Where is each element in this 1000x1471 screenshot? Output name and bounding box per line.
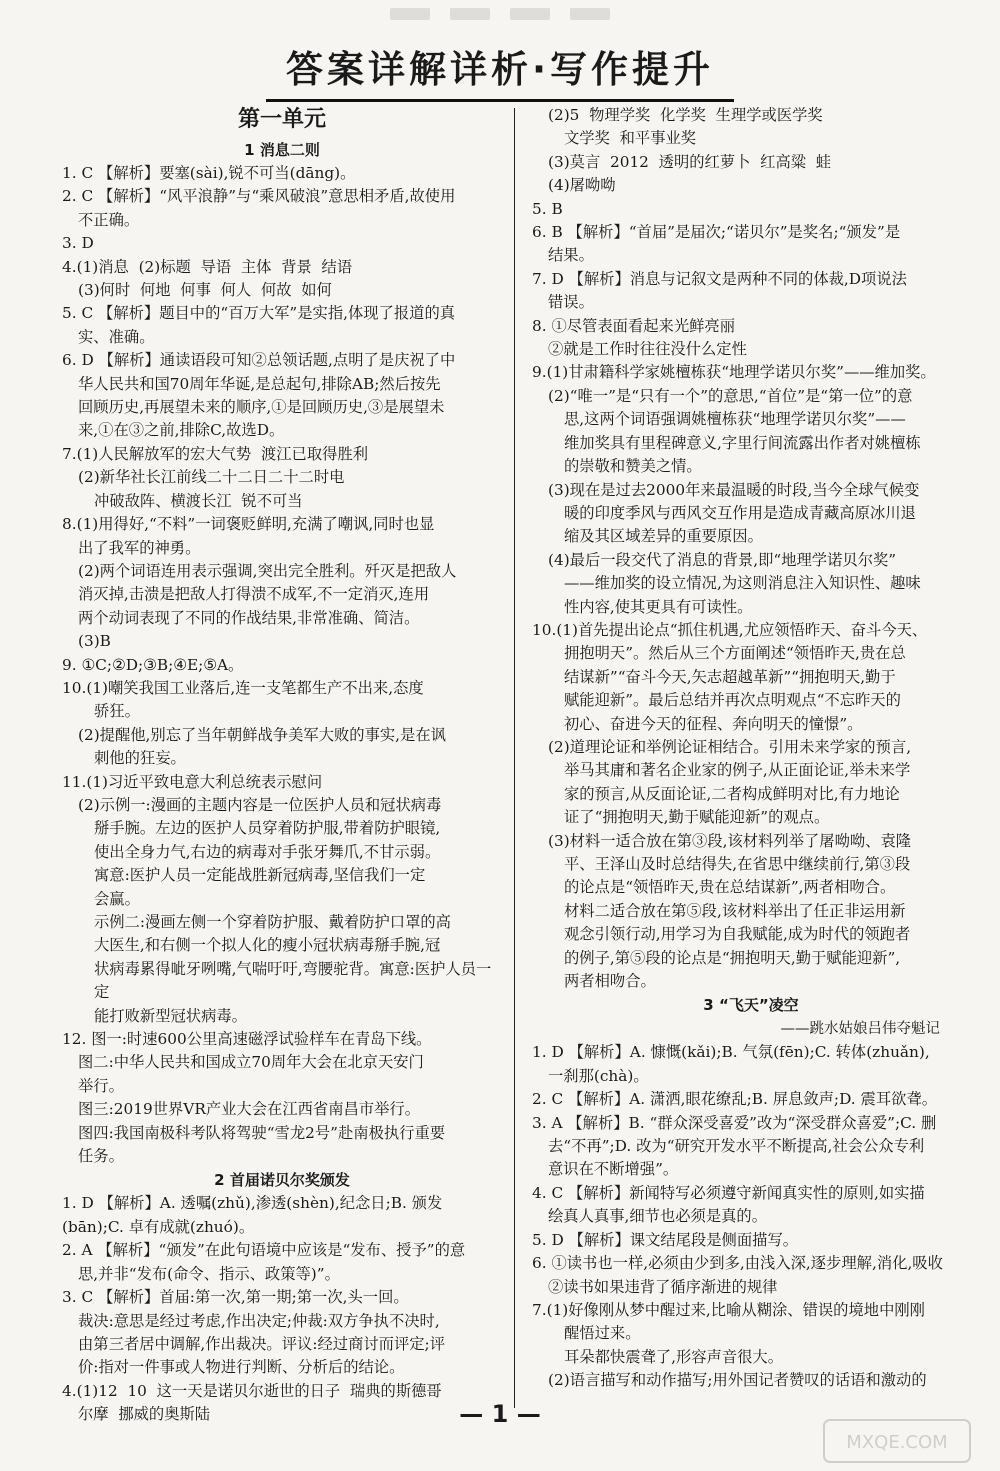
answer-line: 华人民共和国70周年华诞,是总起句,排除AB;然后按先 [78, 374, 441, 393]
answer-line: 能打败新型冠状病毒。 [94, 1006, 247, 1025]
answer-line: 结果。 [548, 246, 594, 265]
answer-line: 2. A 【解析】“颁发”在此句语境中应该是“发布、授予”的意 [62, 1241, 466, 1260]
answer-line: (2)新华社长江前线二十二日二十二时电 [78, 468, 345, 487]
answer-line: 材料二适合放在第⑤段,该材料举出了任正非运用新 [564, 901, 906, 920]
answer-line: 状病毒累得呲牙咧嘴,气喘吁吁,弯腰驼背。寓意:医护人员一定 [94, 959, 492, 1002]
answer-line: 8.(1)用得好,“不料”一词褒贬鲜明,充满了嘲讽,同时也显 [62, 515, 435, 534]
answer-line: 证了“拥抱明天,勤于赋能迎新”的观点。 [564, 808, 830, 827]
answer-line: 消灭掉,击溃是把敌人打得溃不成军,不一定消灭,连用 [78, 585, 430, 604]
answer-line: 9. ①C;②D;③B;④E;⑤A。 [62, 655, 244, 674]
answer-line: (3)材料一适合放在第③段,该材料列举了屠呦呦、袁隆 [548, 831, 912, 850]
answer-line: 文学奖 和平事业奖 [564, 129, 697, 148]
answer-line: (2)两个词语连用表示强调,突出完全胜利。歼灭是把敌人 [78, 561, 457, 580]
answer-line: 的崇敬和赞美之情。 [564, 457, 702, 476]
answer-line: 结谋新”“奋斗今天,矢志超越革新”“拥抱明天,勤于 [564, 667, 896, 686]
answer-line: (4)最后一段交代了消息的背景,即“地理学诺贝尔奖” [548, 550, 897, 569]
answer-line: 使出全身力气,右边的病毒对手张牙舞爪,不甘示弱。 [94, 842, 441, 861]
answer-line: 11.(1)习近平致电意大利总统表示慰问 [62, 772, 323, 791]
answer-line: (4)屠呦呦 [548, 176, 616, 195]
answer-line: 错误。 [548, 293, 594, 312]
left-answer-list-2 [62, 1192, 502, 1426]
answer-line: ②读书如果违背了循序渐进的规律 [548, 1277, 778, 1296]
right-column [532, 104, 970, 1393]
section-subheading-3: ——跳水姑娘吕伟夺魁记 [780, 1021, 940, 1038]
answer-line: (2)5 物理学奖 化学奖 生理学或医学奖 [548, 106, 823, 124]
watermark-text: MXQE.COM [846, 1432, 948, 1453]
answer-line: 3. A 【解析】B. “群众深受喜爱”改为“深受群众喜爱”;C. 删 [532, 1113, 937, 1132]
answer-line: 初心、奋进今天的征程、奔向明天的憧憬”。 [564, 714, 863, 733]
left-column [62, 104, 502, 1427]
answer-line: ②就是工作时往往没什么定性 [548, 340, 747, 359]
left-answer-list [62, 162, 502, 1168]
answer-line: 大医生,和右侧一个拟人化的瘦小冠状病毒掰手腕,冠 [94, 936, 441, 955]
answer-line: 绘真人真事,细节也必须是真的。 [548, 1207, 768, 1226]
answer-line: 冲破敌阵、横渡长江 锐不可当 [94, 491, 303, 510]
answer-line: 7.(1)人民解放军的宏大气势 渡江已取得胜利 [62, 444, 369, 463]
answer-line: 6. ①读书也一样,必须由少到多,由浅入深,逐步理解,消化,吸收 [532, 1254, 943, 1273]
answer-line: 12. 图一:时速600公里高速磁浮试验样车在青岛下线。 [62, 1030, 432, 1049]
answer-line: 3. C 【解析】首届:第一次,第一期;第一次,头一回。 [62, 1288, 409, 1307]
answer-line: 1. D 【解析】A. 慷慨(kǎi);B. 气氛(fēn);C. 转体(zhuǎn), [532, 1043, 930, 1062]
answer-line: 两个动词表现了不同的作战结果,非常准确、简洁。 [78, 608, 420, 627]
answer-line: 举马其庸和著名企业家的例子,从正面论证,举未来学 [564, 761, 911, 780]
answer-line: 刺他的狂妄。 [94, 749, 186, 768]
answer-line: 裁决:意思是经过考虑,作出决定;仲裁:双方争执不决时, [78, 1311, 440, 1330]
answer-line: 10.(1)嘲笑我国工业落后,连一支笔都生产不出来,态度 [62, 678, 424, 697]
answer-line: 赋能迎新”。最后总结并再次点明观点“不忘昨天的 [564, 691, 901, 710]
unit-heading: 第一单元 [237, 107, 326, 132]
answer-line: 3. D [62, 234, 94, 253]
answer-line: 一刹那(chà)。 [548, 1066, 649, 1085]
answer-line: (2)“唯一”是“只有一个”的意思,“首位”是“第一位”的意 [548, 386, 913, 405]
answer-line: (2)道理论证和举例论证相结合。引用未来学家的预言, [548, 737, 912, 756]
answer-line: 4.(1)消息 (2)标题 导语 主体 背景 结语 [62, 257, 353, 276]
watermark-icon [822, 1418, 972, 1464]
answer-line: 的论点是“领悟昨天,贵在总结谋新”,两者相吻合。 [564, 878, 896, 897]
answer-line: 示例二:漫画左侧一个穿着防护服、戴着防护口罩的高 [94, 913, 451, 931]
answer-line: 由第三者居中调解,作出裁决。评议:经过商讨而评定;评 [78, 1334, 445, 1353]
answer-line: 5. C 【解析】题目中的“百万大军”是实指,体现了报道的真 [62, 304, 456, 323]
answer-line: 思,并非“发布(命令、指示、政策等)”。 [78, 1264, 340, 1283]
answer-line: 5. B [532, 199, 563, 218]
answer-line: (3)何时 何地 何事 何人 何故 如何 [78, 281, 332, 300]
answer-line: 6. B 【解析】“首届”是届次;“诺贝尔”是奖名;“颁发”是 [532, 223, 901, 242]
answer-line: 暖的印度季风与西风交互作用是造成青藏高原冰川退 [564, 503, 916, 522]
answer-line: 观念引领行动,用学习为自我赋能,成为时代的领跑者 [564, 925, 911, 944]
answer-line: 9.(1)甘肃籍科学家姚檀栋获“地理学诺贝尔奖”——维加奖。 [532, 363, 936, 382]
answer-line: 1. C 【解析】要塞(sài),锐不可当(dāng)。 [62, 164, 356, 182]
right-answer-list [532, 104, 970, 993]
section-heading-3: 3 “飞天”凌空 [703, 996, 799, 1015]
answer-line: (3)莫言 2012 透明的红萝卜 红高粱 蛙 [548, 152, 832, 171]
answer-line: 意识在不断增强”。 [548, 1160, 679, 1179]
answer-line: 8. ①尽管表面看起来光鲜亮丽 [532, 316, 736, 335]
answer-line: 两者相吻合。 [564, 972, 656, 991]
answer-line: 实、准确。 [78, 327, 155, 346]
answer-line: 性内容,使其更具有可读性。 [564, 597, 753, 616]
answer-line: 缩及其区域差异的重要原因。 [564, 527, 763, 546]
answer-line: 的例子,第⑤段的论点是“拥抱明天,勤于赋能迎新”, [564, 948, 901, 967]
answer-line: 价:指对一件事或人物进行判断、分析后的结论。 [78, 1358, 405, 1377]
page-number: — 1 — [459, 1400, 541, 1428]
answer-line: 维加奖具有里程碑意义,字里行间流露出作者对姚檀栋 [564, 433, 921, 452]
answer-line: 任务。 [78, 1147, 124, 1166]
answer-line: (2)示例一:漫画的主题内容是一位医护人员和冠状病毒 [78, 795, 442, 814]
answer-line: 回顾历史,再展望未来的顺序,①是回顾历史,③是展望未 [78, 398, 445, 417]
answer-line: 4. C 【解析】新闻特写必须遵守新闻真实性的原则,如实描 [532, 1183, 925, 1202]
answer-line: 不正确。 [78, 210, 140, 229]
answer-line: ——维加奖的设立情况,为这则消息注入知识性、趣味 [564, 574, 921, 593]
answer-line: 骄狂。 [94, 702, 140, 721]
answer-line: 5. D 【解析】课文结尾段是侧面描写。 [532, 1230, 799, 1249]
answer-line: 图二:中华人民共和国成立70周年大会在北京天安门 [78, 1053, 424, 1072]
answer-line: 寓意:医护人员一定能战胜新冠病毒,坚信我们一定 [94, 866, 426, 885]
answer-line: 来,①在③之前,排除C,故选D。 [78, 421, 285, 440]
answer-line: 7.(1)好像刚从梦中醒过来,比喻从糊涂、错误的境地中刚刚 [532, 1300, 925, 1319]
answer-line: 2. C 【解析】A. 潇洒,眼花缭乱;B. 屏息敛声;D. 震耳欲聋。 [532, 1090, 938, 1109]
section-heading-1: 1 消息二则 [244, 141, 320, 159]
answer-line: 出了我军的神勇。 [78, 538, 201, 557]
answer-line: 图三:2019世界VR产业大会在江西省南昌市举行。 [78, 1100, 420, 1119]
column-divider [514, 108, 515, 1408]
answer-line: 尔摩 挪威的奥斯陆 [78, 1405, 211, 1424]
section-heading-2: 2 首届诺贝尔奖颁发 [214, 1171, 350, 1190]
page-title: 答案详解详析·写作提升 [266, 39, 734, 102]
answer-line: 会赢。 [94, 889, 140, 908]
answer-line: 10.(1)首先提出论点“抓住机遇,尤应领悟昨天、奋斗今天、 [532, 620, 928, 639]
answer-line: 2. C 【解析】“风平浪静”与“乘风破浪”意思相矛盾,故使用 [62, 187, 456, 206]
answer-line: (3)B [78, 632, 111, 651]
answer-line: 1. D 【解析】A. 透嘱(zhǔ),渗透(shèn),纪念日;B. 颁发 [62, 1194, 443, 1213]
answer-line: 图四:我国南极科考队将驾驶“雪龙2号”赴南极执行重要 [78, 1123, 446, 1142]
answer-line: 4.(1)12 10 这一天是诺贝尔逝世的日子 瑞典的斯德哥 [62, 1381, 442, 1400]
answer-line: 掰手腕。左边的医护人员穿着防护服,带着防护眼镜, [94, 819, 441, 838]
answer-line: 拥抱明天”。然后从三个方面阐述“领悟昨天,贵在总 [564, 644, 906, 663]
answer-line: 耳朵都快震聋了,形容声音很大。 [564, 1347, 784, 1366]
answer-line: 6. D 【解析】通读语段可知②总领话题,点明了是庆祝了中 [62, 351, 456, 370]
watermark-logo [822, 1418, 972, 1464]
faint-top-marks [380, 8, 620, 24]
answer-line: (2)提醒他,别忘了当年朝鲜战争美军大败的事实,是在讽 [78, 725, 446, 744]
answer-line: (3)现在是过去2000年来最温暖的时段,当今全球气候变 [548, 480, 920, 499]
answer-line: 思,这两个词语强调姚檀栋获“地理学诺贝尔奖”—— [564, 410, 906, 429]
answer-line: 平、王泽山及时总结得失,在省思中继续前行,第③段 [564, 855, 911, 873]
answer-line: 去“不再”;D. 改为“研究开发水平不断提高,社会公众专利 [548, 1137, 925, 1156]
right-answer-list-3 [532, 1041, 970, 1392]
answer-line: (2)语言描写和动作描写;用外国记者赞叹的话语和激动的 [548, 1371, 927, 1390]
answer-line: 醒悟过来。 [564, 1324, 641, 1343]
answer-line: 举行。 [78, 1076, 124, 1095]
answer-line: 7. D 【解析】消息与记叙文是两种不同的体裁,D项说法 [532, 269, 907, 288]
answer-line: 家的预言,从反面论证,二者构成鲜明对比,有力地论 [564, 784, 900, 803]
answer-line: (bān);C. 卓有成就(zhuó)。 [62, 1217, 255, 1236]
page-header [0, 40, 1000, 100]
